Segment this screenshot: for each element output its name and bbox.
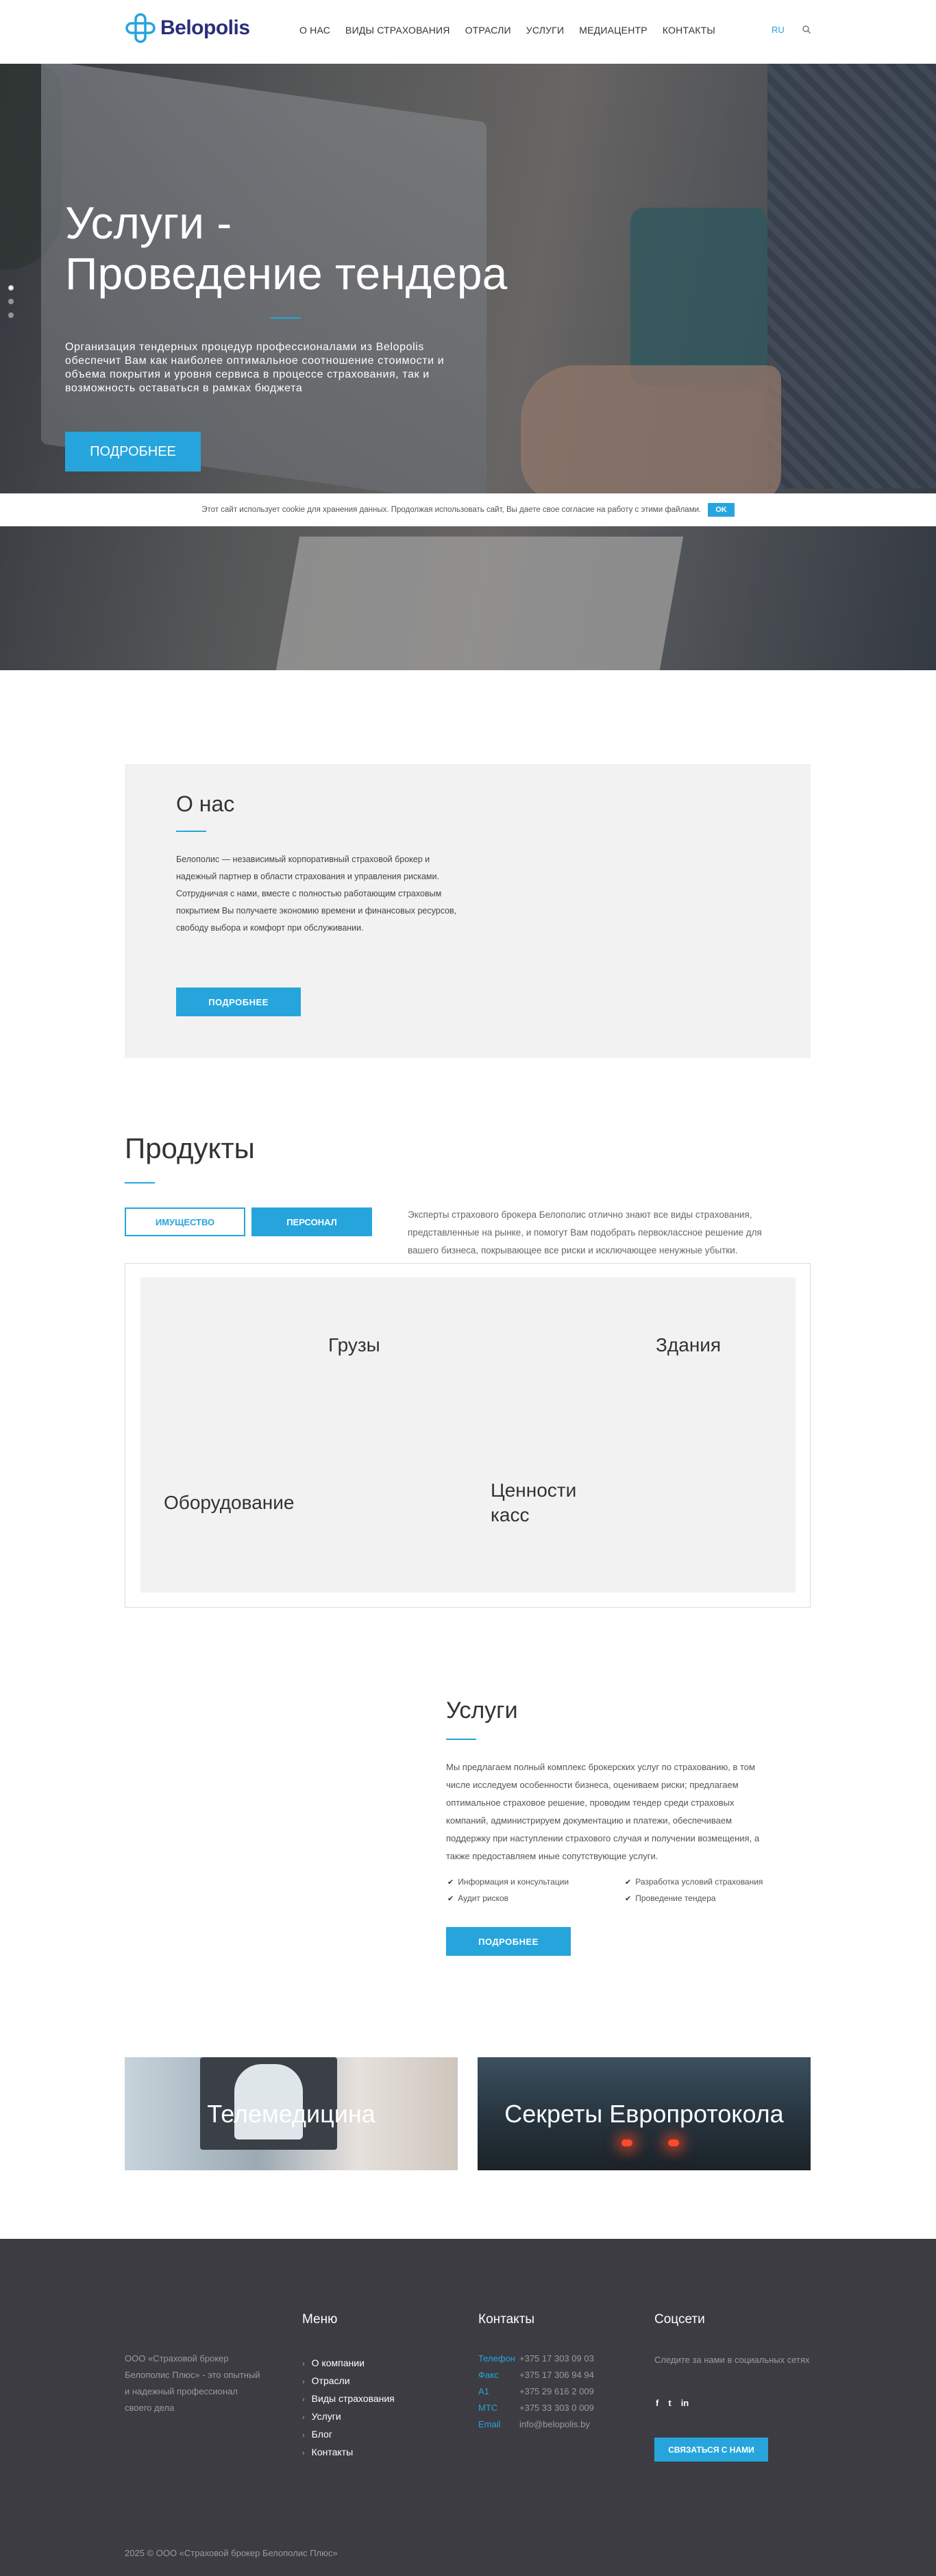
blog-card-europrotocol[interactable] xyxy=(478,2057,811,2170)
slider-dot[interactable] xyxy=(8,285,14,291)
blog-card-telemedicine[interactable] xyxy=(125,2057,458,2170)
site-footer xyxy=(0,2239,936,2576)
products-grid xyxy=(125,1263,811,1608)
contact-row[interactable]: Факс +375 17 306 94 94 xyxy=(478,2370,594,2380)
about-section xyxy=(125,764,811,1058)
footer-menu-item[interactable]: › Контакты xyxy=(302,2446,354,2457)
product-cash-valuables[interactable]: Ценности касс xyxy=(491,1480,577,1525)
cookie-ok-button[interactable]: OK xyxy=(708,503,735,517)
service-list-item: ✔ Информация и консультации xyxy=(447,1877,569,1887)
check-icon: ✔ xyxy=(447,1878,454,1887)
chevron-right-icon: › xyxy=(302,2431,305,2440)
cookie-text: Этот сайт использует cookie для хранения данных. Продолжая использовать сайт, Вы даете свое согласие на работу с этими файлами. xyxy=(201,506,702,514)
linkedin-icon[interactable]: in xyxy=(680,2398,689,2408)
services-text: Мы предлагаем полный комплекс брокерских услуг по страхованию, в том числе исследуем особенности бизнеса, оцениваем риски; предлагаем оптимальное страховое решение, проводим тендер среди страховых компаний, администрируем документацию и платежи, обеспечиваем поддержку при наступлении страхового случая и получении возмещения, а также предоставляем иные сопутствующие услуги. xyxy=(446,1762,760,1861)
hero-description: Организация тендерных процедур профессионалами из Belopolis обеспечит Вам как наиболее оптимальное соотношение стоимости и объема покрытия и уровня сервиса в процессе страхования, так и возможность оставаться в рамках бюджета xyxy=(65,341,445,394)
nav-item-services[interactable]: УСЛУГИ xyxy=(526,25,565,36)
contact-row[interactable]: A1 +375 29 616 2 009 xyxy=(478,2386,594,2396)
tab-property[interactable]: ИМУЩЕСТВО xyxy=(125,1207,245,1236)
check-icon: ✔ xyxy=(625,1878,632,1887)
blog-card-title: Секреты Европротокола xyxy=(504,2099,784,2128)
footer-contacts xyxy=(478,2351,594,2433)
hero-underline xyxy=(271,317,301,319)
slider-dot[interactable] xyxy=(8,299,14,304)
products-description: Эксперты страхового брокера Белополис отлично знают все виды страхования, представленные на рынке, и помогут Вам подобрать первоклассное решение для вашего бизнеса, покрывающее все риски и исключающее ненужные убытки. xyxy=(408,1210,762,1255)
cookie-bar xyxy=(0,493,936,526)
chevron-right-icon: › xyxy=(302,2360,305,2368)
logo-text: Belopolis xyxy=(160,16,250,39)
services-more-button[interactable]: ПОДРОБНЕЕ xyxy=(446,1927,571,1956)
blog-card-title: Телемедицина xyxy=(207,2099,375,2128)
services-title: Услуги xyxy=(446,1697,518,1724)
chevron-right-icon: › xyxy=(302,2396,305,2404)
chevron-right-icon: › xyxy=(302,2414,305,2422)
contact-us-button[interactable]: СВЯЗАТЬСЯ С НАМИ xyxy=(654,2438,768,2462)
service-list-item: ✔ Проведение тендера xyxy=(625,1893,716,1903)
nav-item-industries[interactable]: ОТРАСЛИ xyxy=(465,25,511,36)
contact-row[interactable]: Телефон +375 17 303 09 03 xyxy=(478,2353,594,2364)
footer-contacts-title: Контакты xyxy=(478,2312,535,2327)
twitter-icon[interactable]: t xyxy=(668,2398,672,2408)
copyright: 2025 © ООО «Страховой брокер Белополис Плюс» xyxy=(125,2548,338,2558)
hero-banner xyxy=(0,64,936,670)
footer-menu-item[interactable]: › Блог xyxy=(302,2429,332,2440)
search-icon[interactable] xyxy=(802,25,811,34)
chevron-right-icon: › xyxy=(302,2449,305,2457)
social-icons xyxy=(656,2398,689,2408)
main-nav xyxy=(299,25,715,36)
nav-item-media[interactable]: МЕДИАЦЕНТР xyxy=(579,25,648,36)
logo[interactable] xyxy=(125,12,250,44)
nav-item-about[interactable]: О НАС xyxy=(299,25,331,36)
service-list-item: ✔ Разработка условий страхования xyxy=(625,1877,763,1887)
logo-cross-icon xyxy=(125,12,156,44)
footer-menu-item[interactable]: › Отрасли xyxy=(302,2375,350,2386)
nav-item-insurance-types[interactable]: ВИДЫ СТРАХОВАНИЯ xyxy=(345,25,450,36)
check-icon: ✔ xyxy=(625,1895,632,1903)
footer-menu-item[interactable]: › О компании xyxy=(302,2357,365,2368)
products-underline xyxy=(125,1182,155,1183)
about-paragraph: Белополис — независимый корпоративный страховой брокер и надежный партнер в области страхования и управления рисками. xyxy=(176,855,439,881)
about-text xyxy=(176,851,464,937)
hero-title: Услуги - Проведение тендера xyxy=(65,197,508,299)
product-buildings[interactable]: Здания xyxy=(656,1334,722,1356)
product-equipment[interactable]: Оборудование xyxy=(164,1492,295,1513)
about-paragraph: Сотрудничая с нами, вместе с полностью работающим страховым покрытием Вы получаете экономию времени и финансовых ресурсов, свободу выбора и комфорт при обслуживании. xyxy=(176,889,457,933)
footer-menu-title: Меню xyxy=(302,2312,338,2327)
slider-dots xyxy=(8,285,14,326)
footer-social-title: Соцсети xyxy=(654,2312,705,2327)
slider-dot[interactable] xyxy=(8,312,14,318)
contact-row[interactable]: Email info@belopolis.by xyxy=(478,2419,590,2429)
facebook-icon[interactable]: f xyxy=(656,2398,659,2408)
hero-more-button[interactable]: ПОДРОБНЕЕ xyxy=(65,432,201,471)
language-switch[interactable]: RU xyxy=(772,25,785,35)
service-list-item: ✔ Аудит рисков xyxy=(447,1893,509,1903)
services-underline xyxy=(446,1739,476,1740)
check-icon: ✔ xyxy=(447,1895,454,1903)
footer-social-text: Следите за нами в социальных сетях xyxy=(654,2355,810,2365)
footer-menu xyxy=(302,2355,395,2462)
nav-item-contacts[interactable]: КОНТАКТЫ xyxy=(662,25,715,36)
contact-row[interactable]: МТС +375 33 303 0 009 xyxy=(478,2403,594,2413)
product-cargo[interactable]: Грузы xyxy=(328,1334,380,1356)
products-title: Продукты xyxy=(125,1132,255,1164)
site-header xyxy=(0,0,936,64)
tab-personal[interactable]: ПЕРСОНАЛ xyxy=(251,1207,372,1236)
footer-menu-item[interactable]: › Виды страхования xyxy=(302,2393,395,2404)
products-panel xyxy=(140,1277,796,1593)
about-more-button[interactable]: ПОДРОБНЕЕ xyxy=(176,988,301,1016)
about-underline xyxy=(176,831,206,832)
about-title: О нас xyxy=(176,792,235,816)
footer-about: ООО «Страховой брокер Белополис Плюс» - это опытный и надежный профессионал своего дела xyxy=(125,2353,260,2413)
footer-menu-item[interactable]: › Услуги xyxy=(302,2411,341,2422)
chevron-right-icon: › xyxy=(302,2378,305,2386)
